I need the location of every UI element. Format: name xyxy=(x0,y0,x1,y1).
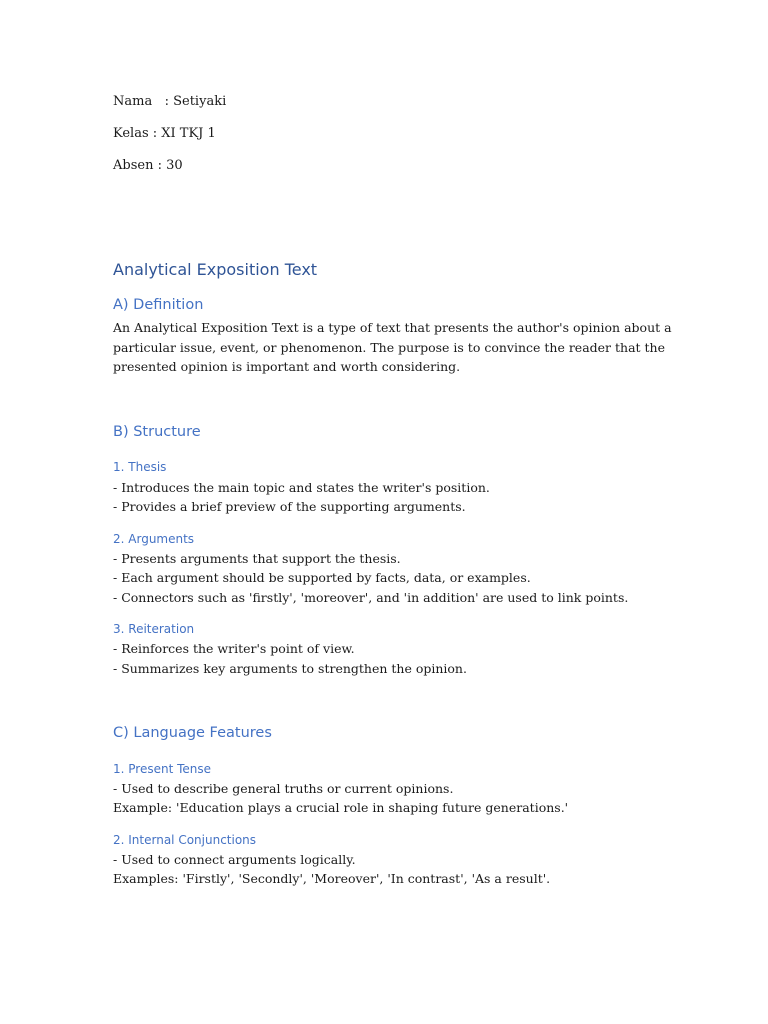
student-class: Kelas : XI TKJ 1 xyxy=(113,126,216,141)
internal-conjunctions-line: - Used to connect arguments logically. xyxy=(113,852,356,867)
reiteration-line: - Reinforces the writer's point of view. xyxy=(113,641,355,656)
present-tense-line: Example: 'Education plays a crucial role in shaping future generations.' xyxy=(113,800,569,815)
definition-line: An Analytical Exposition Text is a type of text that presents the author's opinion about a xyxy=(113,320,672,335)
internal-conjunctions-heading: 2. Internal Conjunctions xyxy=(113,833,257,847)
student-absen: Absen : 30 xyxy=(113,158,183,173)
present-tense-heading: 1. Present Tense xyxy=(113,762,212,776)
thesis-line: - Provides a brief preview of the supporting arguments. xyxy=(113,499,466,514)
present-tense-line: - Used to describe general truths or current opinions. xyxy=(113,781,454,796)
structure-heading: B) Structure xyxy=(113,424,201,440)
internal-conjunctions-line: Examples: 'Firstly', 'Secondly', 'Moreover', 'In contrast', 'As a result'. xyxy=(113,871,551,886)
document-title: Analytical Exposition Text xyxy=(113,260,318,279)
arguments-heading: 2. Arguments xyxy=(113,532,195,546)
student-name: Nama : Setiyaki xyxy=(113,94,227,109)
arguments-line: - Presents arguments that support the thesis. xyxy=(113,551,401,566)
reiteration-line: - Summarizes key arguments to strengthen the opinion. xyxy=(113,661,467,676)
arguments-line: - Connectors such as 'firstly', 'moreover', and 'in addition' are used to link points. xyxy=(113,590,629,605)
definition-heading: A) Definition xyxy=(113,297,204,313)
thesis-line: - Introduces the main topic and states the writer's position. xyxy=(113,480,490,495)
language-features-heading: C) Language Features xyxy=(113,725,272,741)
thesis-heading: 1. Thesis xyxy=(113,460,167,474)
arguments-line: - Each argument should be supported by facts, data, or examples. xyxy=(113,570,531,585)
definition-line: presented opinion is important and worth considering. xyxy=(113,359,461,374)
definition-line: particular issue, event, or phenomenon. The purpose is to convince the reader that the xyxy=(113,340,666,355)
reiteration-heading: 3. Reiteration xyxy=(113,622,195,636)
